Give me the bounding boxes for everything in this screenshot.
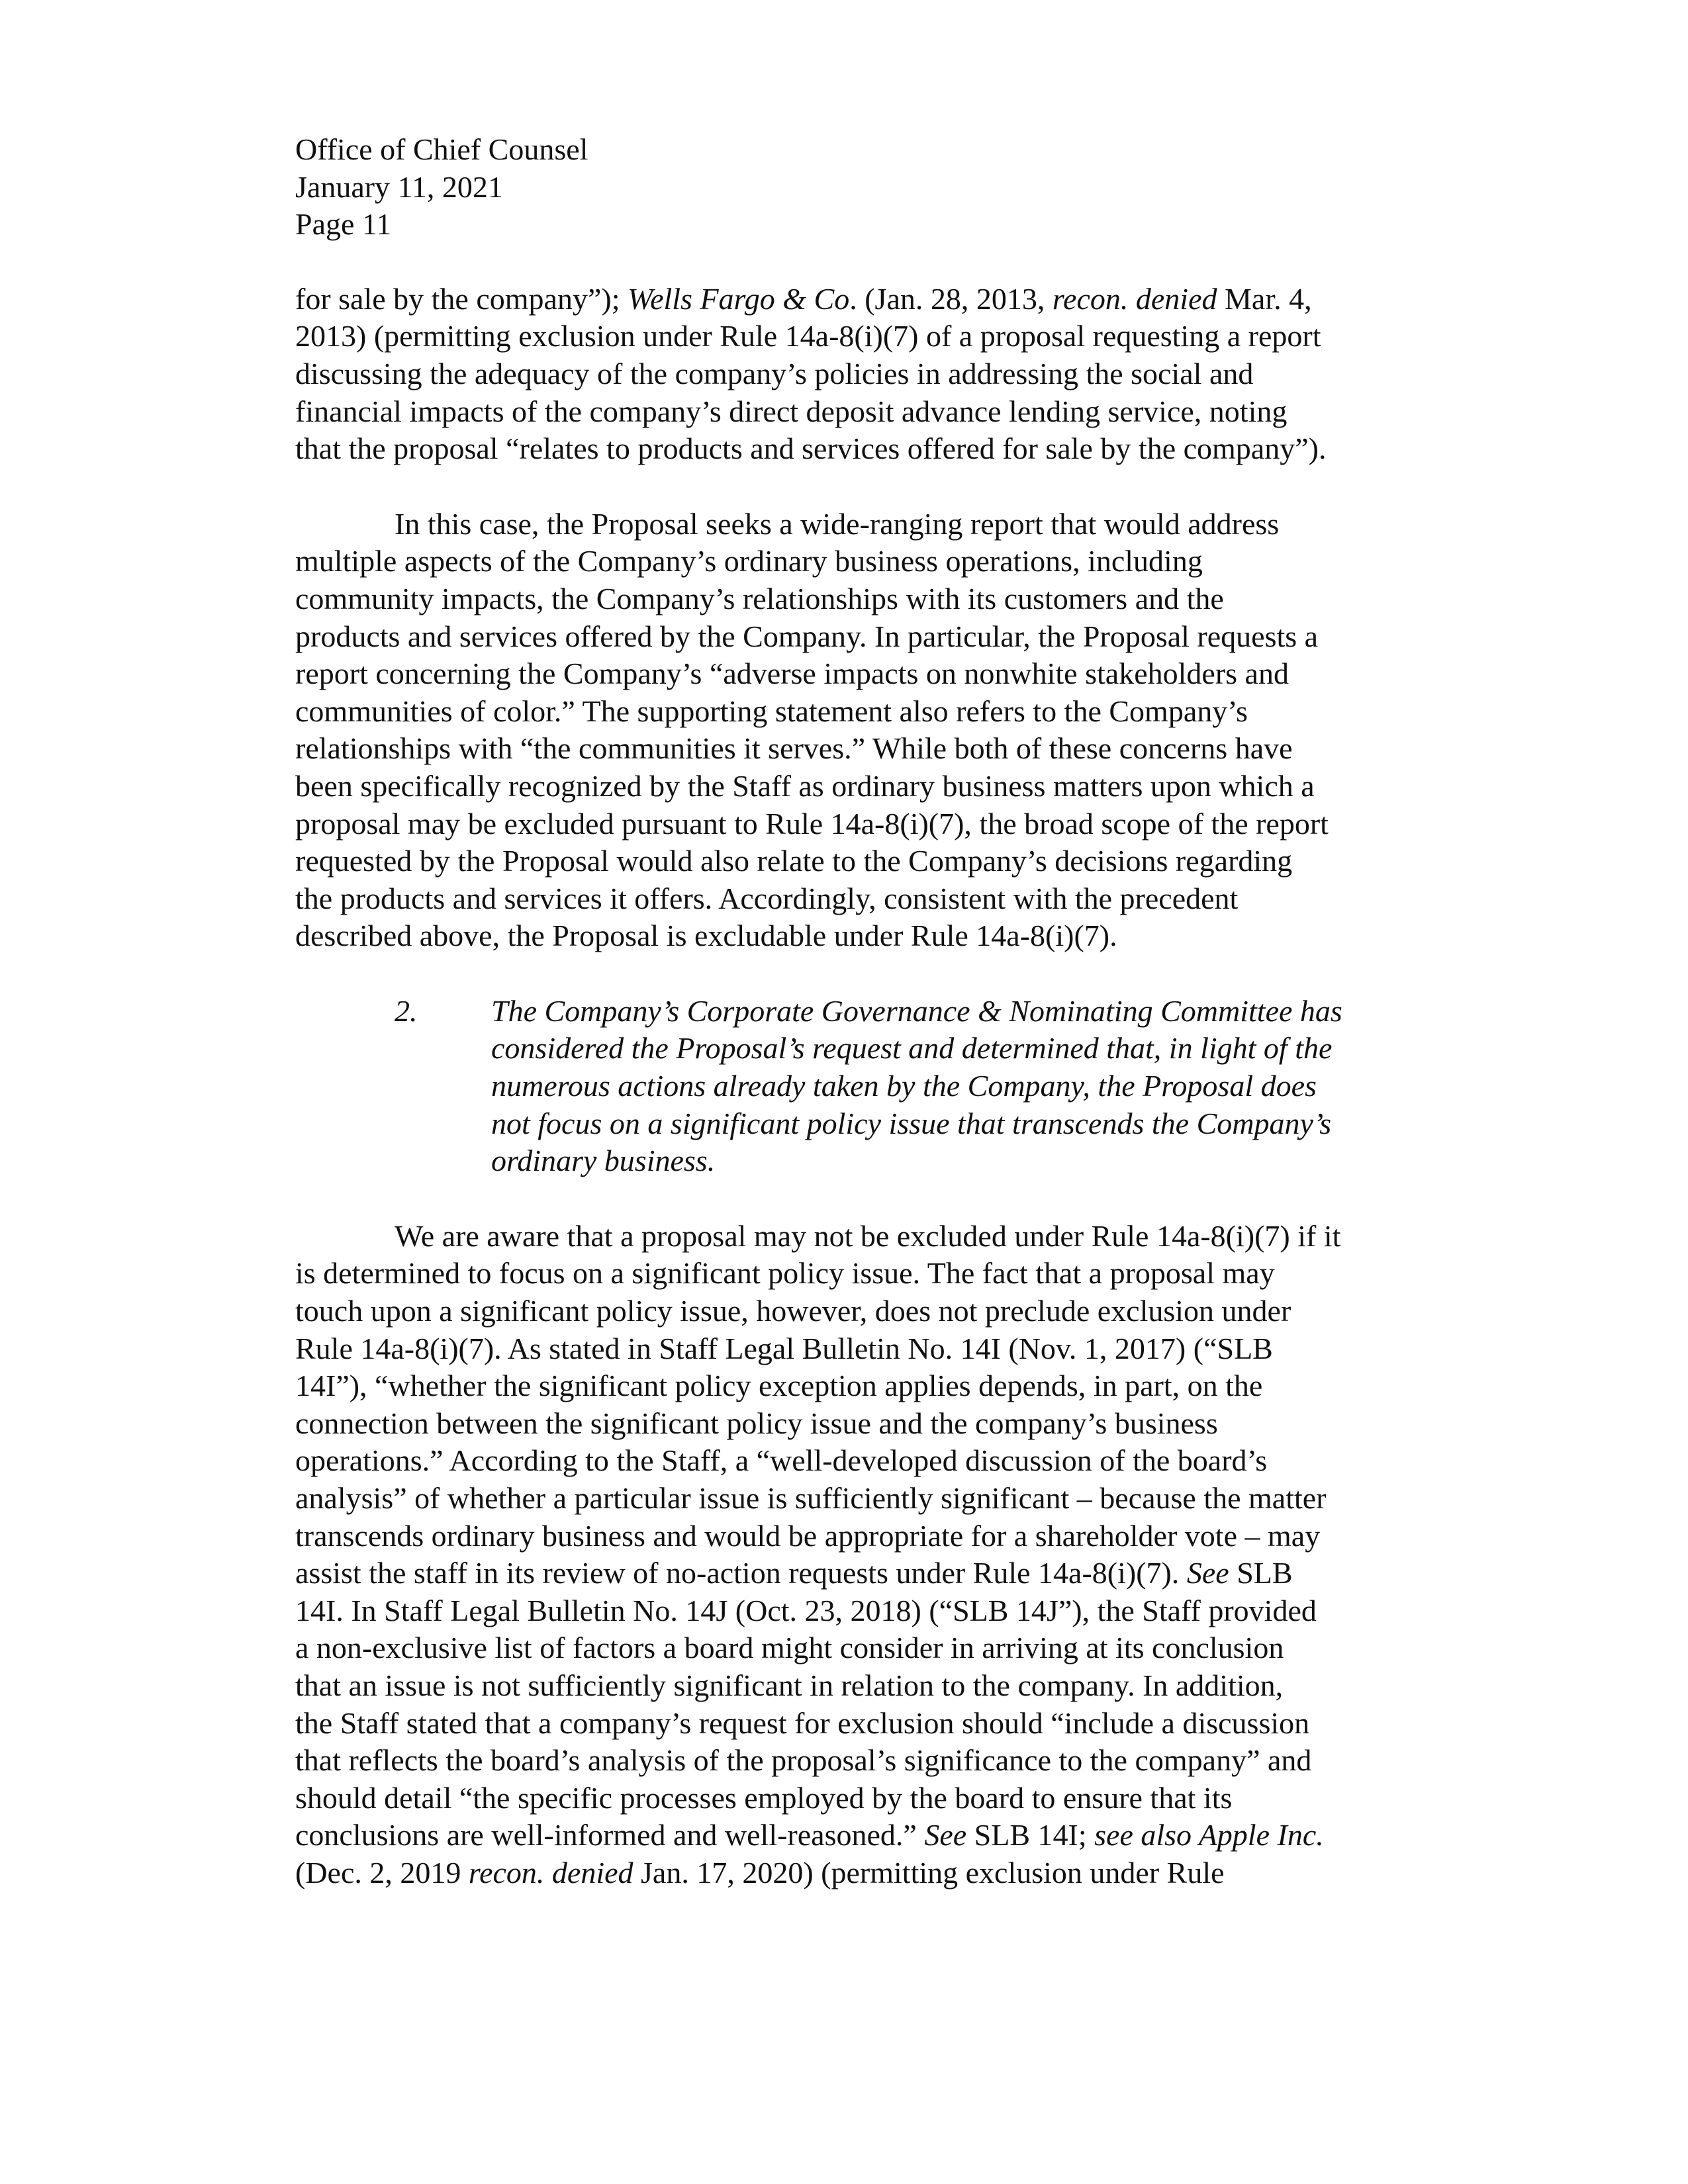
text-line: should detail “the specific processes employed by the board to ensure that its: [295, 1780, 1233, 1815]
case-citation: see also Apple Inc.: [1094, 1818, 1324, 1852]
text-line: the Staff stated that a company’s request for exclusion should “include a discussion: [295, 1706, 1310, 1740]
section-heading-text: [491, 993, 1430, 1180]
text-line: multiple aspects of the Company’s ordinary business operations, including: [295, 544, 1203, 578]
paragraph-proposal-scope: [295, 506, 1430, 955]
text-line: financial impacts of the company’s direct deposit advance lending service, noting: [295, 394, 1288, 428]
heading-line: ordinary business.: [491, 1144, 716, 1178]
text-line: We are aware that a proposal may not be excluded under Rule 14a-8(i)(7) if it: [395, 1218, 1341, 1253]
document-page: [295, 131, 1430, 1930]
letter-header: [295, 131, 1430, 244]
heading-line: considered the Proposal’s request and determined that, in light of the: [491, 1031, 1333, 1066]
section-heading: [295, 993, 1430, 1180]
text-line: that an issue is not sufficiently significant in relation to the company. In addition,: [295, 1668, 1284, 1702]
paragraph-significant-policy: [295, 1218, 1430, 1892]
text-line: 14I. In Staff Legal Bulletin No. 14J (Oct. 23, 2018) (“SLB 14J”), the Staff provided: [295, 1593, 1317, 1627]
text-line: that the proposal “relates to products and services offered for sale by the company”).: [295, 432, 1327, 466]
paragraph-continued: [295, 281, 1430, 468]
heading-line: The Company’s Corporate Governance & Nominating Committee has: [491, 993, 1342, 1028]
case-citation: Wells Fargo & Co: [627, 281, 850, 316]
text-line: proposal may be excluded pursuant to Rule 14a-8(i)(7), the broad scope of the report: [295, 806, 1329, 841]
text-line: touch upon a significant policy issue, however, does not preclude exclusion under: [295, 1294, 1291, 1328]
text-line: relationships with “the communities it serves.” While both of these concerns have: [295, 731, 1293, 766]
citation-signal: See: [924, 1818, 967, 1852]
text-line: that reflects the board’s analysis of the proposal’s significance to the company” and: [295, 1743, 1312, 1778]
text-line: connection between the significant policy issue and the company’s business: [295, 1406, 1218, 1440]
text-line: been specifically recognized by the Staff as ordinary business matters upon which a: [295, 768, 1315, 803]
text-line: the products and services it offers. Accordingly, consistent with the precedent: [295, 881, 1239, 915]
recipient-line: Office of Chief Counsel: [295, 132, 588, 166]
text-line: conclusions are well-informed and well-reasoned.” See SLB 14I; see also Apple Inc.: [295, 1818, 1324, 1852]
text-line: requested by the Proposal would also relate to the Company’s decisions regarding: [295, 844, 1293, 878]
text-line: In this case, the Proposal seeks a wide-ranging report that would address: [395, 506, 1280, 541]
text-line: is determined to focus on a significant policy issue. The fact that a proposal may: [295, 1256, 1275, 1291]
heading-line: not focus on a significant policy issue that transcends the Company’s: [491, 1106, 1332, 1140]
text-line: community impacts, the Company’s relationships with its customers and the: [295, 581, 1224, 615]
text-line: for sale by the company”); Wells Fargo & Co. (Jan. 28, 2013, recon. denied Mar. 4,: [295, 281, 1312, 316]
text-line: 14I”), “whether the significant policy exception applies depends, in part, on the: [295, 1369, 1263, 1403]
text-line: Rule 14a-8(i)(7). As stated in Staff Legal Bulletin No. 14I (Nov. 1, 2017) (“SLB: [295, 1331, 1273, 1365]
text-line: analysis” of whether a particular issue is sufficiently significant – because the matter: [295, 1481, 1327, 1515]
text-line: operations.” According to the Staff, a “well-developed discussion of the board’s: [295, 1443, 1268, 1478]
text-line: (Dec. 2, 2019 recon. denied Jan. 17, 2020) (permitting exclusion under Rule: [295, 1855, 1225, 1889]
heading-line: numerous actions already taken by the Company, the Proposal does: [491, 1069, 1317, 1103]
text-line: 2013) (permitting exclusion under Rule 14a-8(i)(7) of a proposal requesting a report: [295, 319, 1321, 353]
text-line: assist the staff in its review of no-action requests under Rule 14a-8(i)(7). See SLB: [295, 1556, 1293, 1590]
date-line: January 11, 2021: [295, 169, 503, 204]
citation-signal: See: [1186, 1556, 1229, 1590]
text-line: described above, the Proposal is excludable under Rule 14a-8(i)(7).: [295, 919, 1117, 953]
citation-signal: recon. denied: [468, 1855, 633, 1889]
text-line: communities of color.” The supporting statement also refers to the Company’s: [295, 694, 1248, 728]
text-line: a non-exclusive list of factors a board might consider in arriving at its conclusion: [295, 1631, 1284, 1665]
text-line: products and services offered by the Company. In particular, the Proposal requests a: [295, 619, 1319, 653]
text-line: discussing the adequacy of the company’s policies in addressing the social and: [295, 356, 1254, 390]
page-number-line: Page 11: [295, 207, 392, 242]
text-line: report concerning the Company’s “adverse impacts on nonwhite stakeholders and: [295, 657, 1289, 691]
text-line: transcends ordinary business and would be appropriate for a shareholder vote – may: [295, 1518, 1321, 1553]
section-number: 2.: [395, 993, 418, 1028]
citation-signal: recon. denied: [1052, 281, 1217, 316]
